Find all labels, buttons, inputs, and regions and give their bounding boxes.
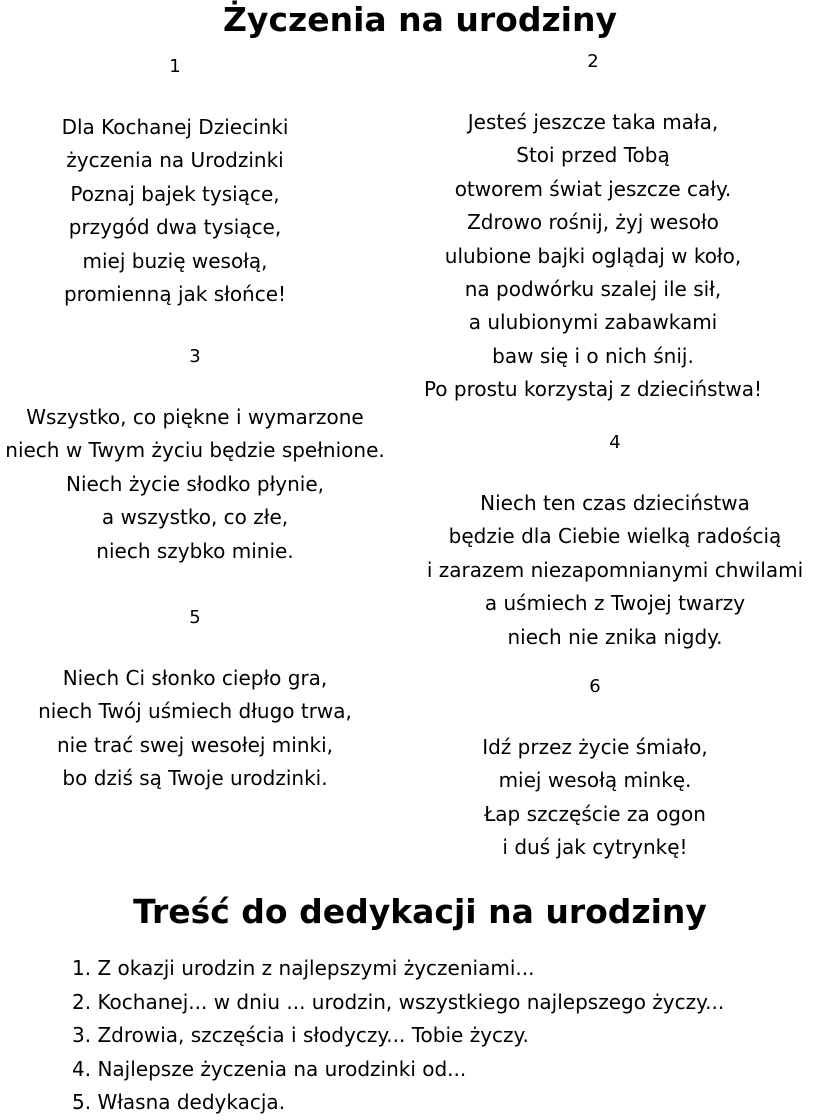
wish-line: niech Twój uśmiech długo trwa,: [38, 699, 352, 724]
wish-line: Dla Kochanej Dziecinki: [61, 115, 289, 139]
wish-line: a ulubionymi zabawkami: [468, 310, 718, 335]
dedication-item: 4. Najlepsze życzenia na urodzinki od...: [72, 1056, 467, 1081]
wish-line: Jesteś jeszcze taka mała,: [467, 110, 719, 134]
wish-poem-2: [403, 52, 783, 407]
wish-line: na podwórku szalej ile sił,: [464, 277, 722, 302]
wish-line: promienną jak słońce!: [63, 282, 287, 307]
dedication-item: 5. Własna dedykacja.: [72, 1090, 286, 1114]
wish-line: miej buzię wesołą,: [82, 248, 268, 273]
wish-line: Niech życie słodko płynie,: [65, 471, 324, 496]
wish-line: i zarazem niezapomnianymi chwilami: [426, 557, 804, 582]
wish-line: Niech Ci słonko ciepło gra,: [62, 666, 328, 690]
wish-number: 3: [189, 346, 201, 367]
wish-poem-1: [20, 57, 330, 311]
wish-line: Zdrowo rośnij, żyj wesoło: [467, 210, 719, 235]
dedication-list: [72, 952, 724, 1120]
wish-line: Po prostu korzystaj z dzieciństwa!: [423, 377, 763, 402]
wish-number: 2: [587, 51, 599, 72]
wish-number: 6: [589, 676, 601, 697]
wish-line: Stoi przed Tobą: [516, 143, 670, 168]
wish-line: nie trać swej wesołej minki,: [57, 732, 333, 757]
wish-line: Poznaj bajek tysiące,: [70, 181, 280, 206]
wish-line: baw się i o nich śnij.: [492, 343, 694, 368]
wish-line: będzie dla Ciebie wielką radością: [448, 524, 782, 549]
wish-line: przygód dwa tysiące,: [68, 215, 282, 240]
wish-line: ulubione bajki oglądaj w koło,: [444, 243, 742, 268]
wish-line: niech nie znika nigdy.: [507, 624, 723, 649]
wish-line: niech w Twym życiu będzie spełnione.: [5, 438, 385, 463]
wish-line: niech szybko minie.: [96, 538, 294, 563]
dedication-section-title: Treść do dedykacji na urodziny: [133, 892, 707, 931]
dedication-item: 1. Z okazji urodzin z najlepszymi życzeniami...: [72, 956, 535, 980]
wish-line: a uśmiech z Twojej twarzy: [484, 591, 746, 616]
dedication-item: 2. Kochanej... w dniu ... urodzin, wszystkiego najlepszego życzy...: [72, 989, 725, 1014]
wish-poem-3: [0, 347, 410, 568]
wish-line: i duś jak cytrynkę!: [502, 835, 688, 860]
wish-line: życzenia na Urodzinki: [66, 148, 284, 173]
wish-number: 1: [169, 56, 181, 77]
wish-poem-6: [430, 677, 760, 865]
wish-line: Idź przez życie śmiało,: [482, 735, 708, 759]
wish-line: miej wesołą minkę.: [498, 768, 692, 793]
dedication-item: 3. Zdrowia, szczęścia i słodyczy... Tobie życzy.: [72, 1023, 529, 1047]
wish-line: Łap szczęście za ogon: [484, 801, 706, 826]
wish-line: Niech ten czas dzieciństwa: [480, 491, 750, 515]
wish-number: 4: [609, 432, 621, 453]
wish-line: Wszystko, co piękne i wymarzone: [26, 405, 364, 429]
wish-poem-5: [0, 608, 390, 796]
wish-line: a wszystko, co złe,: [101, 505, 289, 530]
wish-number: 5: [189, 607, 201, 628]
wish-line: otworem świat jeszcze cały.: [454, 176, 732, 201]
page-title: Życzenia na urodziny: [223, 0, 617, 39]
wish-line: bo dziś są Twoje urodzinki.: [62, 766, 328, 791]
wish-poem-4: [410, 433, 815, 654]
